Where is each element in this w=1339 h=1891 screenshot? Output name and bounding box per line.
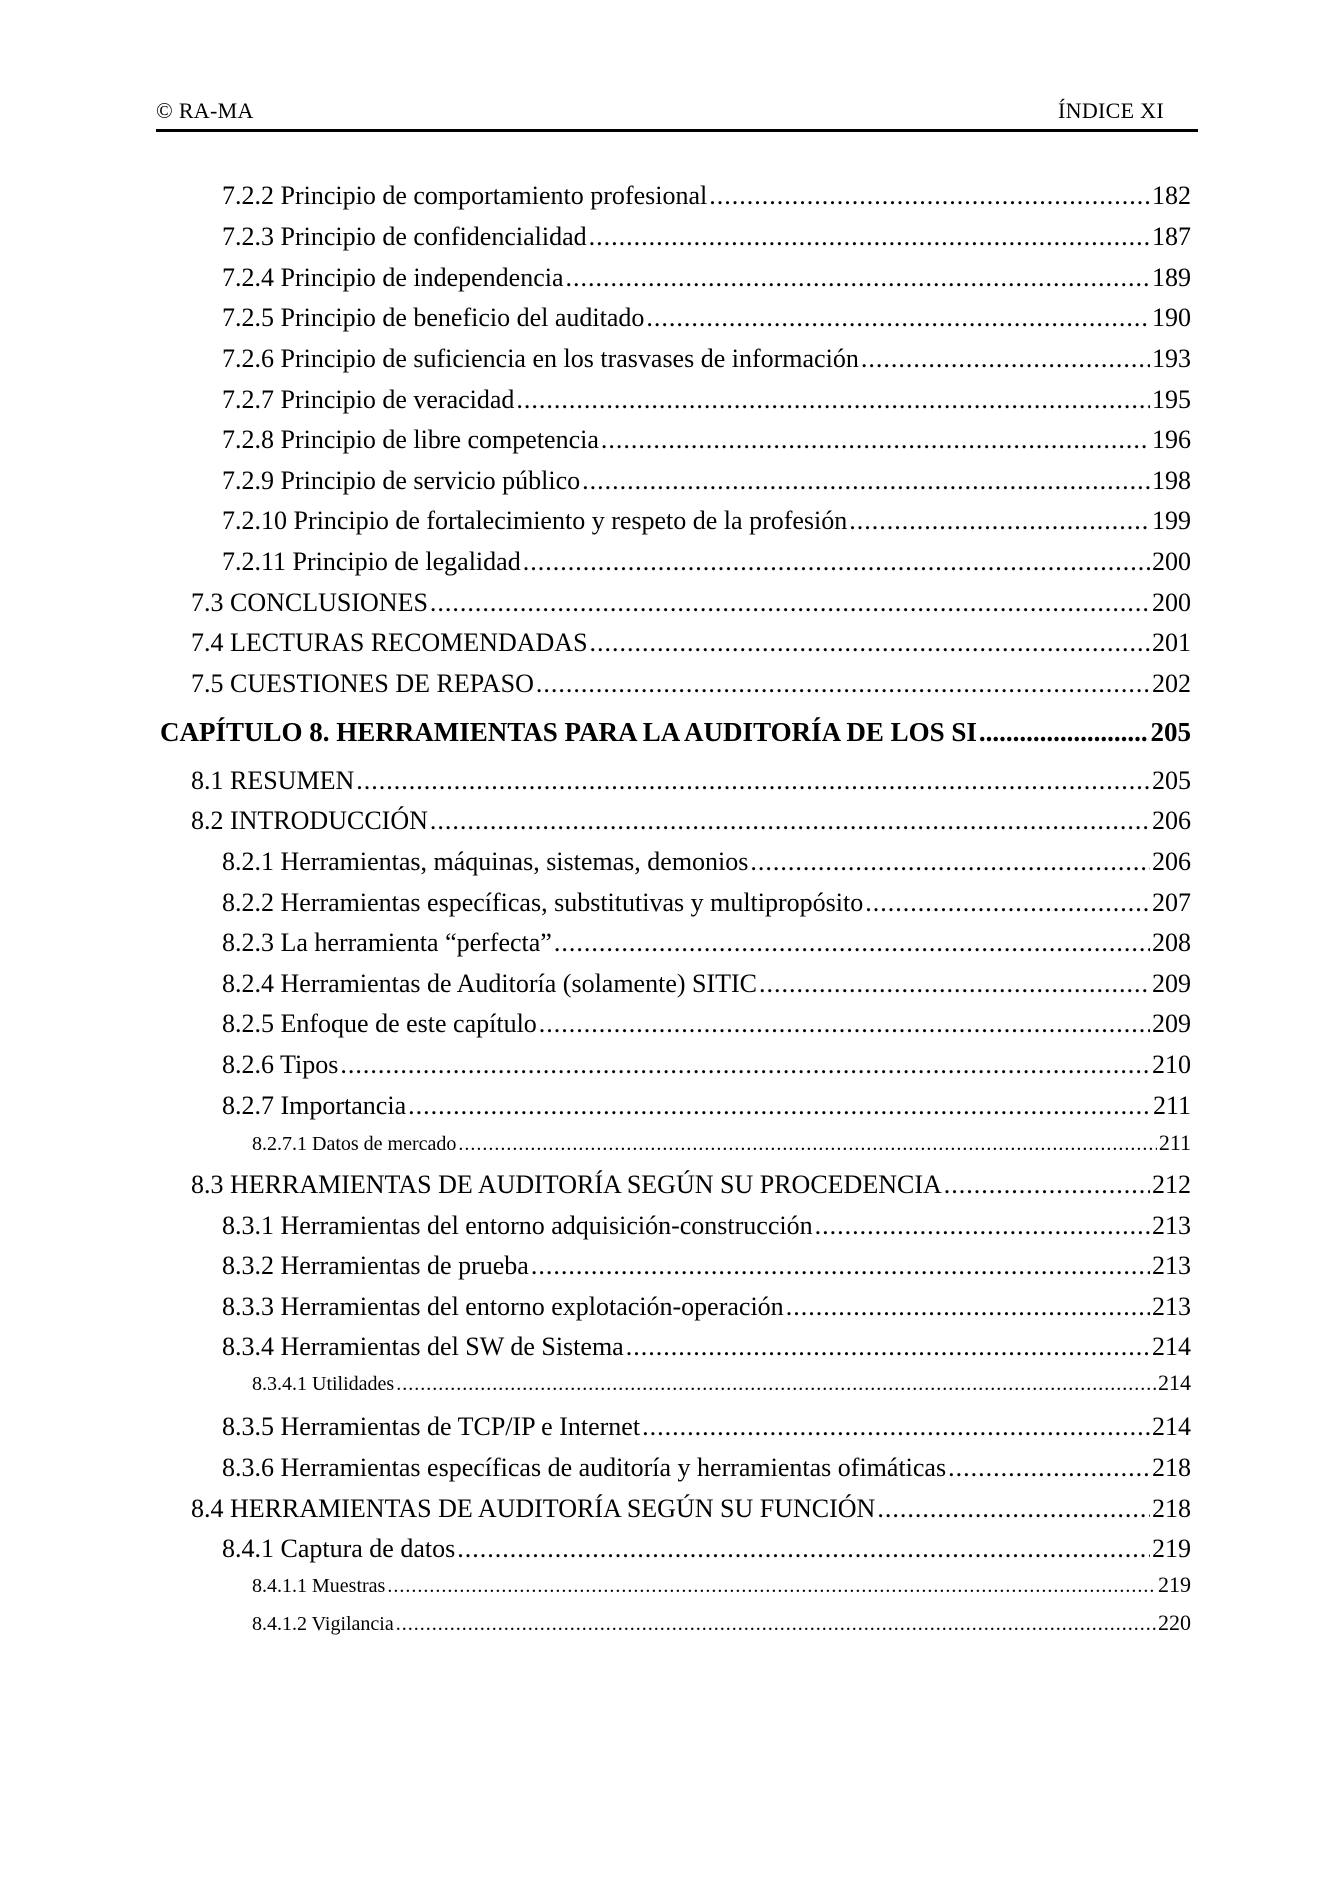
toc-entry-title: 7.2.10 Principio de fortalecimiento y respeto de la profesión xyxy=(222,506,848,535)
toc-entry-title: CAPÍTULO 8. HERRAMIENTAS PARA LA AUDITORÍA DE LOS SI xyxy=(160,717,977,747)
toc-dot-leader xyxy=(626,1331,1150,1363)
toc-page-number: 213 xyxy=(1152,1292,1191,1321)
toc-page-number: 206 xyxy=(1152,847,1191,876)
toc-page-number: 182 xyxy=(1152,181,1191,210)
toc-dot-leader xyxy=(861,343,1150,375)
toc-entry xyxy=(222,968,1191,1000)
toc-entry xyxy=(222,180,1191,212)
toc-entry xyxy=(222,1452,1191,1484)
toc-dot-leader xyxy=(408,1090,1151,1122)
toc-entry-title: 8.2.7.1 Datos de mercado xyxy=(252,1133,457,1155)
toc-chapter-entry xyxy=(160,716,1191,748)
toc-page-number: 209 xyxy=(1152,1009,1191,1038)
toc-dot-leader xyxy=(865,887,1150,919)
toc-dot-leader xyxy=(877,1493,1150,1525)
toc-entry xyxy=(222,546,1191,578)
toc-dot-leader xyxy=(516,384,1150,416)
toc-entry-title: 7.2.11 Principio de legalidad xyxy=(222,547,521,576)
toc-entry-title: 8.3.3 Herramientas del entorno explotación-operación xyxy=(222,1292,784,1321)
toc-entry-title: 7.2.3 Principio de confidencialidad xyxy=(222,222,587,251)
toc-page-number: 187 xyxy=(1152,222,1191,251)
toc-page-number: 196 xyxy=(1152,425,1191,454)
toc-entry xyxy=(222,505,1191,537)
toc-page-number: 211 xyxy=(1158,1130,1191,1155)
toc-dot-leader xyxy=(601,424,1150,456)
toc-entry xyxy=(222,343,1191,375)
toc-dot-leader xyxy=(709,180,1150,212)
toc-page-number: 212 xyxy=(1152,1170,1191,1199)
toc-dot-leader xyxy=(340,1049,1150,1081)
toc-entry xyxy=(222,887,1191,919)
toc-page-number: 218 xyxy=(1152,1494,1191,1523)
toc-dot-leader xyxy=(589,221,1150,253)
toc-dot-leader xyxy=(539,1008,1150,1040)
toc-entry-title: 8.2 INTRODUCCIÓN xyxy=(191,806,428,835)
toc-entry-title: 7.5 CUESTIONES DE REPASO xyxy=(191,669,534,698)
toc-entry-title: 8.3.4.1 Utilidades xyxy=(252,1373,395,1395)
toc-dot-leader xyxy=(356,765,1150,797)
toc-entry-title: 8.2.5 Enfoque de este capítulo xyxy=(222,1009,537,1038)
toc-entry xyxy=(191,765,1191,797)
toc-page-number: 219 xyxy=(1152,1534,1191,1563)
toc-entry xyxy=(191,1169,1191,1201)
toc-entry-title: 8.2.3 La herramienta “perfecta” xyxy=(222,928,552,957)
toc-entry xyxy=(222,1533,1191,1565)
toc-page-number: 209 xyxy=(1152,969,1191,998)
toc-entry xyxy=(222,1090,1191,1122)
toc-entry xyxy=(222,1049,1191,1081)
toc-entry-title: 7.2.8 Principio de libre competencia xyxy=(222,425,599,454)
toc-page-number: 214 xyxy=(1152,1332,1191,1361)
toc-page-number: 213 xyxy=(1152,1211,1191,1240)
toc-dot-leader xyxy=(590,627,1150,659)
toc-entry xyxy=(222,384,1191,416)
toc-entry xyxy=(222,1411,1191,1443)
toc-dot-leader xyxy=(815,1210,1150,1242)
toc-entry xyxy=(222,1331,1191,1363)
toc-entry-title: 7.2.2 Principio de comportamiento profesional xyxy=(222,181,708,210)
toc-page-number: 218 xyxy=(1152,1453,1191,1482)
toc-entry-title: 8.3.1 Herramientas del entorno adquisición-construcción xyxy=(222,1211,813,1240)
toc-dot-leader xyxy=(396,1371,1156,1397)
toc-entry xyxy=(222,221,1191,253)
toc-dot-leader xyxy=(944,1169,1150,1201)
toc-page-number: 202 xyxy=(1152,669,1191,698)
toc-entry xyxy=(222,465,1191,497)
toc-entry-title: 7.2.7 Principio de veracidad xyxy=(222,385,515,414)
toc-entry-title: 7.2.6 Principio de suficiencia en los trasvases de información xyxy=(222,344,859,373)
toc-page-number: 205 xyxy=(1152,766,1191,795)
toc-entry xyxy=(191,1493,1191,1525)
toc-entry-title: 8.4 HERRAMIENTAS DE AUDITORÍA SEGÚN SU FUNCIÓN xyxy=(191,1494,876,1523)
toc-entry-title: 8.4.1.1 Muestras xyxy=(252,1575,386,1597)
toc-dot-leader xyxy=(523,546,1150,578)
toc-page-number: 206 xyxy=(1152,806,1191,835)
toc-dot-leader xyxy=(387,1573,1156,1599)
toc-page-number: 208 xyxy=(1152,928,1191,957)
toc-page-number: 213 xyxy=(1152,1251,1191,1280)
toc-entry-title: 8.2.6 Tipos xyxy=(222,1050,339,1079)
toc-entry-title: 8.3.4 Herramientas del SW de Sistema xyxy=(222,1332,624,1361)
toc-page-number: 200 xyxy=(1152,547,1191,576)
toc-dot-leader xyxy=(582,465,1150,497)
toc-page-number: 207 xyxy=(1152,888,1191,917)
toc-entry-title: 8.4.1.2 Vigilancia xyxy=(252,1613,394,1635)
toc-page-number: 211 xyxy=(1152,1091,1191,1120)
toc-page-number: 214 xyxy=(1158,1370,1191,1395)
toc-page-number: 201 xyxy=(1152,628,1191,657)
header-copyright: © RA-MA xyxy=(156,98,254,123)
toc-entry xyxy=(252,1130,1191,1156)
toc-page-number: 193 xyxy=(1152,344,1191,373)
toc-entry-title: 8.2.7 Importancia xyxy=(222,1091,407,1120)
toc-entry-title: 8.1 RESUMEN xyxy=(191,766,355,795)
toc-entry-title: 7.4 LECTURAS RECOMENDADAS xyxy=(191,628,588,657)
toc-entry xyxy=(222,846,1191,878)
toc-entry-title: 7.2.5 Principio de beneficio del auditado xyxy=(222,303,645,332)
toc-page-number: 200 xyxy=(1152,588,1191,617)
toc-entry-title: 8.2.1 Herramientas, máquinas, sistemas, demonios xyxy=(222,847,749,876)
toc-entry-title: 7.3 CONCLUSIONES xyxy=(191,588,428,617)
toc-entry xyxy=(191,668,1191,700)
toc-entry-title: 8.4.1 Captura de datos xyxy=(222,1534,456,1563)
toc-entry-title: 8.3 HERRAMIENTAS DE AUDITORÍA SEGÚN SU PROCEDENCIA xyxy=(191,1170,942,1199)
toc-entry xyxy=(222,424,1191,456)
toc-page-number: 210 xyxy=(1152,1050,1191,1079)
toc-entry-title: 8.2.4 Herramientas de Auditoría (solamente) SITIC xyxy=(222,969,758,998)
toc-entry xyxy=(252,1610,1191,1636)
toc-dot-leader xyxy=(457,1533,1150,1565)
toc-dot-leader xyxy=(566,262,1150,294)
toc-dot-leader xyxy=(979,716,1149,748)
toc-entry xyxy=(222,1250,1191,1282)
toc-dot-leader xyxy=(536,668,1150,700)
toc-page-number: 199 xyxy=(1152,506,1191,535)
toc-entry xyxy=(252,1572,1191,1598)
toc-dot-leader xyxy=(759,968,1150,1000)
toc-page-number: 198 xyxy=(1152,466,1191,495)
toc-entry-title: 8.2.2 Herramientas específicas, substitutivas y multipropósito xyxy=(222,888,864,917)
toc-dot-leader xyxy=(531,1250,1150,1282)
toc-entry xyxy=(191,627,1191,659)
toc-entry-title: 8.3.5 Herramientas de TCP/IP e Internet xyxy=(222,1412,641,1441)
toc-entry xyxy=(222,1291,1191,1323)
toc-dot-leader xyxy=(948,1452,1150,1484)
header-section-title: ÍNDICE XI xyxy=(1058,98,1164,123)
toc-page-number: 195 xyxy=(1152,385,1191,414)
toc-dot-leader xyxy=(786,1291,1150,1323)
toc-entry xyxy=(222,927,1191,959)
toc-dot-leader xyxy=(430,805,1150,837)
toc-page-number: 190 xyxy=(1152,303,1191,332)
toc-page-number: 220 xyxy=(1158,1610,1191,1635)
toc-dot-leader xyxy=(642,1411,1150,1443)
toc-dot-leader xyxy=(430,587,1150,619)
toc-dot-leader xyxy=(750,846,1150,878)
toc-dot-leader xyxy=(396,1611,1156,1637)
toc-entry-title: 7.2.4 Principio de independencia xyxy=(222,263,564,292)
toc-entry xyxy=(191,587,1191,619)
toc-page-number: 189 xyxy=(1152,263,1191,292)
toc-page-number: 214 xyxy=(1152,1412,1191,1441)
toc-entry-title: 7.2.9 Principio de servicio público xyxy=(222,466,581,495)
toc-entry xyxy=(222,302,1191,334)
toc-entry xyxy=(191,805,1191,837)
toc-entry xyxy=(222,1008,1191,1040)
toc-dot-leader xyxy=(458,1131,1156,1157)
toc-entry xyxy=(222,1210,1191,1242)
toc-dot-leader xyxy=(646,302,1150,334)
toc-entry xyxy=(222,262,1191,294)
toc-dot-leader xyxy=(849,505,1150,537)
toc-page-number: 219 xyxy=(1158,1572,1191,1597)
toc-page-number: 205 xyxy=(1150,717,1191,747)
running-header xyxy=(156,95,1198,132)
toc-entry-title: 8.3.6 Herramientas específicas de auditoría y herramientas ofimáticas xyxy=(222,1453,947,1482)
toc-entry-title: 8.3.2 Herramientas de prueba xyxy=(222,1251,529,1280)
toc-entry xyxy=(252,1370,1191,1396)
toc-dot-leader xyxy=(554,927,1150,959)
